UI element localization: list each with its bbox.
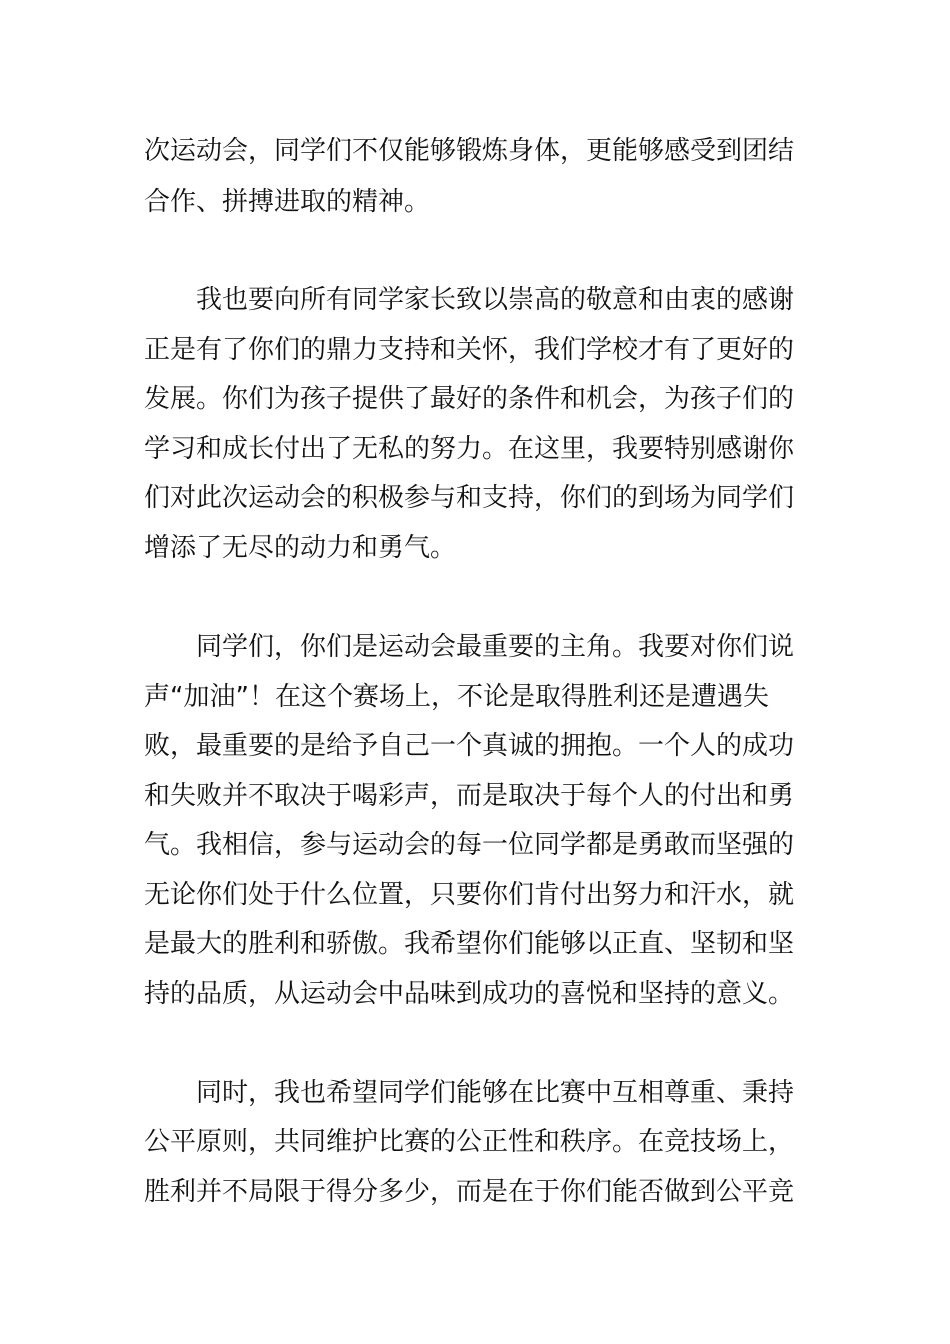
paragraph-line: 公平原则，共同维护比赛的公正性和秩序。在竞技场上， [144, 1127, 795, 1157]
paragraph-line: 气。我相信，参与运动会的每一位同学都是勇敢而坚强的 [144, 830, 795, 860]
paragraph-line: 我也要向所有同学家长致以崇高的敬意和由衷的感谢 [196, 285, 795, 315]
paragraph-line: 同学们，你们是运动会最重要的主角。我要对你们说 [196, 632, 795, 662]
paragraph-line: 增添了无尽的动力和勇气。 [144, 533, 457, 563]
paragraph-line: 次运动会，同学们不仅能够锻炼身体，更能够感受到团结 [144, 136, 795, 166]
paragraph-line: 正是有了你们的鼎力支持和关怀，我们学校才有了更好的 [144, 335, 795, 365]
paragraph-line: 和失败并不取决于喝彩声，而是取决于每个人的付出和勇 [144, 781, 795, 811]
paragraph-line: 发展。你们为孩子提供了最好的条件和机会，为孩子们的 [144, 384, 795, 414]
paragraph-line: 是最大的胜利和骄傲。我希望你们能够以正直、坚韧和坚 [144, 929, 795, 959]
paragraph-line: 同时，我也希望同学们能够在比赛中互相尊重、秉持 [196, 1078, 795, 1108]
paragraph-line: 学习和成长付出了无私的努力。在这里，我要特别感谢你 [144, 434, 795, 464]
paragraph-line: 无论你们处于什么位置，只要你们肯付出努力和汗水，就 [144, 880, 795, 910]
paragraph-line: 胜利并不局限于得分多少，而是在于你们能否做到公平竞 [144, 1177, 795, 1207]
paragraph-line: 们对此次运动会的积极参与和支持，你们的到场为同学们 [144, 483, 795, 513]
paragraph-line: 持的品质，从运动会中品味到成功的喜悦和坚持的意义。 [144, 979, 795, 1009]
paragraph-line: 败，最重要的是给予自己一个真诚的拥抱。一个人的成功 [144, 731, 795, 761]
paragraph-line: 声“加油”！在这个赛场上，不论是取得胜利还是遭遇失 [144, 682, 769, 712]
paragraph-line: 合作、拼搏进取的精神。 [144, 187, 431, 217]
